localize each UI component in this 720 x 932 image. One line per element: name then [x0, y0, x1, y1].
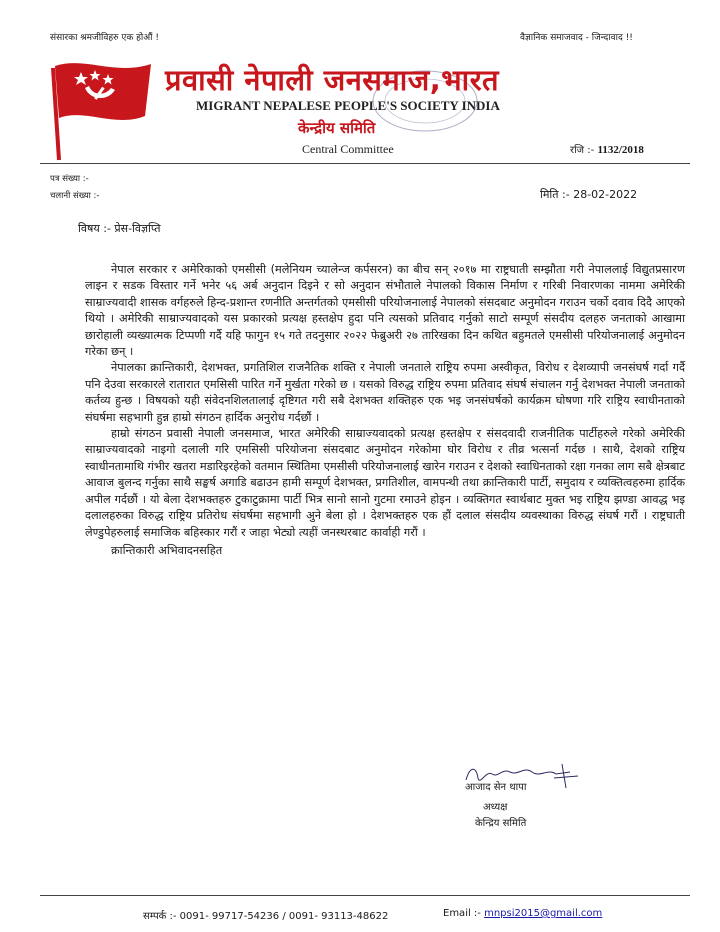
slogan-right: वैज्ञानिक समाजवाद - जिन्दावाद !!	[520, 33, 633, 43]
date-line	[540, 187, 637, 202]
body-paragraph: नेपाल सरकार र अमेरिकाको एमसीसी (मलेनियम च्यालेन्ज कर्पसरन) का बीच सन् २०१७ मा राष्ट्रघाती सम्झौता गरी नेपाललाई विद्युतप्रसारण लाइन र सडक विस्तार गर्ने भनेर ५६ अर्ब अनुदान दिइने र सो अनुदान संभौताले नेपालको विकास निर्माण र गरिबी निवारणका नाममा अमेरिकी साम्राज्यवादी शासक वर्गहरुले हिन्द-प्रशान्त रणनीति अन्तर्गतको एमसीसी परियोजनालाई नेपालको संसदबाट अनुमोदन गराउन चर्को दवाव दिदै आएको थियो । अमेरिकी साम्राज्यवादको यस प्रकारको प्रत्यक्ष हस्तक्षेप हुदा पनि त्यसको प्रतिवाद गर्नुको साटो सम्पूर्ण संसदीय दलहरु जनताको आखामा छारोहाली व्यख्यात्मक टिप्पणी गर्दै यहि फागुन १५ गते तदनुसार २०२२ फेब्रुअरी २७ तारिखका दिन कथित बहुमतले एमसीसी परियोजनालाई अनुमोदन गरेका छन् ।	[85, 263, 685, 359]
email-link[interactable]: mnpsi2015@gmail.com	[484, 908, 603, 919]
date-label: मिति :-	[540, 188, 570, 201]
date-value: 28-02-2022	[573, 188, 638, 201]
registration-value: 1132/2018	[597, 144, 644, 156]
signatory-name: आजाद सेन थापा	[465, 782, 527, 793]
phone-separator: /	[282, 911, 286, 922]
contact-label: सम्पर्क :-	[143, 911, 177, 922]
committee-nepali: केन्द्रीय समिति	[298, 119, 376, 137]
email-label: Email :-	[443, 908, 481, 919]
org-name-english: MIGRANT NEPALESE PEOPLE'S SOCIETY INDIA	[196, 98, 500, 113]
registration-number	[570, 142, 644, 156]
email-line	[443, 908, 602, 919]
phone-number-2: 0091- 93113-48622	[288, 911, 389, 922]
org-name-nepali: प्रवासी नेपाली जनसमाज,भारत	[165, 63, 500, 97]
body-paragraph: नेपालका क्रान्तिकारी, देशभक्त, प्रगतिशिल राजनैतिक शक्ति र नेपाली जनताले राष्ट्रिय रुपमा अस्वीकृत, विरोध र देशव्यापी जनसंघर्ष गर्दा गर्दै पनि देउवा सरकारले रातारात एमसिसी पारित गर्ने मुर्खता गरेको छ । यसको विरुद्ध राष्ट्रिय रुपमा प्रतिवाद संघर्ष संचालन गर्नु देशभक्त नेपाली जनताको कर्तव्य हुन्छ । विषयको यही संवेदनशिलतालाई दृष्टिगत गरी सबै देशभक्त शक्तिहरु एक भइ जनसंघर्षको कार्यक्रम घोषणा गरि राष्ट्रिय स्वाधीनताको संघर्षमा सहभागी हुन्न हाम्रो संगठन हार्दिक अनुरोध गर्दछौं ।	[85, 361, 685, 424]
header-divider	[40, 163, 690, 164]
slogan-left: संसारका श्रमजीविहरु एक होऔं !	[50, 33, 159, 43]
letter-body	[85, 262, 685, 559]
letter-number-label: पत्र संख्या :-	[50, 174, 89, 184]
subject-line: विषय :- प्रेस-विज्ञप्ति	[78, 222, 161, 235]
committee-english: Central Committee	[302, 142, 394, 156]
party-flag-logo	[45, 56, 155, 161]
dispatch-number-label: चलानी संख्या :-	[50, 191, 100, 201]
phone-number-1: 0091- 99717-54236	[179, 911, 280, 922]
footer-divider	[40, 895, 690, 896]
signatory-title: अध्यक्ष	[483, 802, 508, 813]
registration-label: रजि :-	[570, 145, 595, 156]
body-paragraph: हाम्रो संगठन प्रवासी नेपाली जनसमाज, भारत अमेरिकी साम्राज्यवादको प्रत्यक्ष हस्तक्षेप र संसदवादी राजनीतिक पार्टीहरुले गरेको अमेरिकी साम्राज्यवादको नाइगो दलाली गरि एमसिसी परियोजना संसदबाट अनुमोदन गरेकोमा घोर विरोध र तीव्र भत्सर्ना गर्दछ । साथै, देशको राष्ट्रिय स्वाधीनतामाथि गंभीर खतरा मडारिइरहेको वतमान स्थितिमा एमसीसी परियोजनालाई खारेन गराउन र देशको स्वाधिनताको रक्षा गनका लाग सबै क्षेत्रबाट आवाज बुलन्द गर्नुका साथै सङ्घर्ष अगाडि बढाउन हामी सम्पूर्ण देशभक्त, प्रगतिशील, वामपन्थी तथा क्रान्तिकारी पार्टी, समुदाय र व्यक्तित्वहरुमा हार्दिक अपील गर्दछौं । यो बेला देशभक्तहरु टुकाटुक्रामा पार्टी भित्र सानो सानो गुटमा रमाउने होइन । व्यक्तिगत स्वार्थबाट मुक्त भइ राष्ट्रिय झण्डा आवद्ध भइ दलालहरुका विरुद्ध राष्ट्रिय प्रतिरोध संघर्षमा सहभागी अुने बेला हो । देशभक्तहरु एक हौं दलाल संसदीय व्यवस्थाका विरुद्ध संघर्ष गरौं । राष्ट्रघाती लेण्डुपेहरुलाई समाजिक बहिस्कार गरौं र जाहा भेट्यो त्यहीं जनस्थरबाट कार्वाही गरौं ।	[85, 427, 685, 539]
contact-line	[143, 908, 388, 922]
closing-salutation: क्रान्तिकारी अभिवादनसहित	[111, 543, 223, 557]
signatory-committee: केन्द्रिय समिति	[475, 818, 527, 829]
